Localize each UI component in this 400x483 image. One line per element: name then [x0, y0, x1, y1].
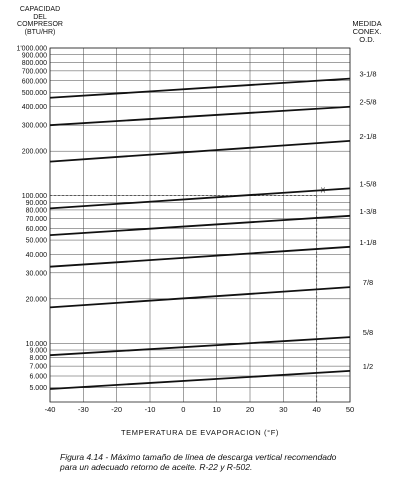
- y-tick-label: 7.000: [29, 363, 47, 371]
- series-label: 5/8: [362, 328, 374, 338]
- y-tick-label: 10.000: [25, 340, 47, 348]
- y-tick-label: 70.000: [25, 215, 47, 223]
- series-line-7-8: [50, 287, 350, 307]
- x-tick-label: 30: [279, 405, 288, 414]
- x-tick-label: -40: [44, 405, 56, 414]
- y-tick-label: 500.000: [21, 89, 47, 97]
- y-tick-label: 40.000: [25, 251, 47, 259]
- y-tick-label: 90.000: [25, 199, 47, 207]
- series-label: 1-5/8: [359, 179, 377, 189]
- x-tick-label: -10: [144, 405, 156, 414]
- series-line-1-1-8: [50, 247, 350, 267]
- y-tick-label: 400.000: [21, 104, 47, 112]
- series-label: 1-1/8: [359, 237, 377, 247]
- series-label: 1-3/8: [359, 206, 377, 216]
- y-tick-label: 300.000: [21, 122, 47, 130]
- y-tick-label: 1'000.000: [16, 45, 47, 53]
- right-axis-title: MEDIDA CONEX. O.D.: [352, 19, 382, 44]
- series-line-3-1-8: [50, 79, 350, 98]
- figure-caption: [60, 452, 380, 472]
- annotation-label: X: [320, 187, 326, 195]
- y-tick-label: 200.000: [21, 148, 47, 156]
- series-label: 2-5/8: [359, 97, 377, 107]
- x-tick-label: -30: [77, 405, 89, 414]
- x-tick-label: 0: [181, 405, 186, 414]
- caption-line-2: para un adecuado retorno de aceite. R-22 y R-502.: [60, 462, 253, 472]
- y-tick-label: 900.000: [21, 52, 47, 60]
- y-tick-label: 80.000: [25, 207, 47, 215]
- y-tick-label: 8.000: [29, 355, 47, 363]
- x-tick-label: 40: [312, 405, 321, 414]
- y-tick-label: 5.000: [29, 385, 47, 393]
- y-tick-label: 50.000: [25, 237, 47, 245]
- y-tick-label: 20.000: [25, 296, 47, 304]
- series-line-2-5-8: [50, 107, 350, 125]
- y-tick-label: 60.000: [25, 225, 47, 233]
- series-line-1-2: [50, 371, 350, 389]
- series-line-5-8: [50, 337, 350, 355]
- x-tick-label: 10: [212, 405, 221, 414]
- y-tick-label: 700.000: [21, 68, 47, 76]
- series-label: 1/2: [362, 361, 374, 371]
- y-tick-label: 600.000: [21, 78, 47, 86]
- series-label: 3-1/8: [359, 69, 377, 79]
- x-tick-label: 50: [345, 405, 355, 414]
- y-tick-label: 6.000: [29, 373, 47, 381]
- y-axis-title: CAPACIDAD DEL COMPRESOR (BTU/HR): [17, 6, 63, 36]
- series-label: 2-1/8: [359, 131, 377, 141]
- series-label: 7/8: [362, 278, 374, 288]
- series-line-1-5-8: [50, 188, 350, 208]
- caption-line-1: Figura 4.14 - Máximo tamaño de línea de descarga vertical recomendado: [60, 452, 337, 462]
- x-tick-label: 20: [245, 405, 255, 414]
- y-tick-label: 800.000: [21, 59, 47, 67]
- x-axis-title: TEMPERATURA DE EVAPORACION (°F): [120, 428, 279, 437]
- y-tick-label: 30.000: [25, 270, 47, 278]
- y-tick-label: 100.000: [21, 193, 47, 201]
- y-tick-label: 9.000: [29, 347, 47, 355]
- x-tick-label: -20: [111, 405, 123, 414]
